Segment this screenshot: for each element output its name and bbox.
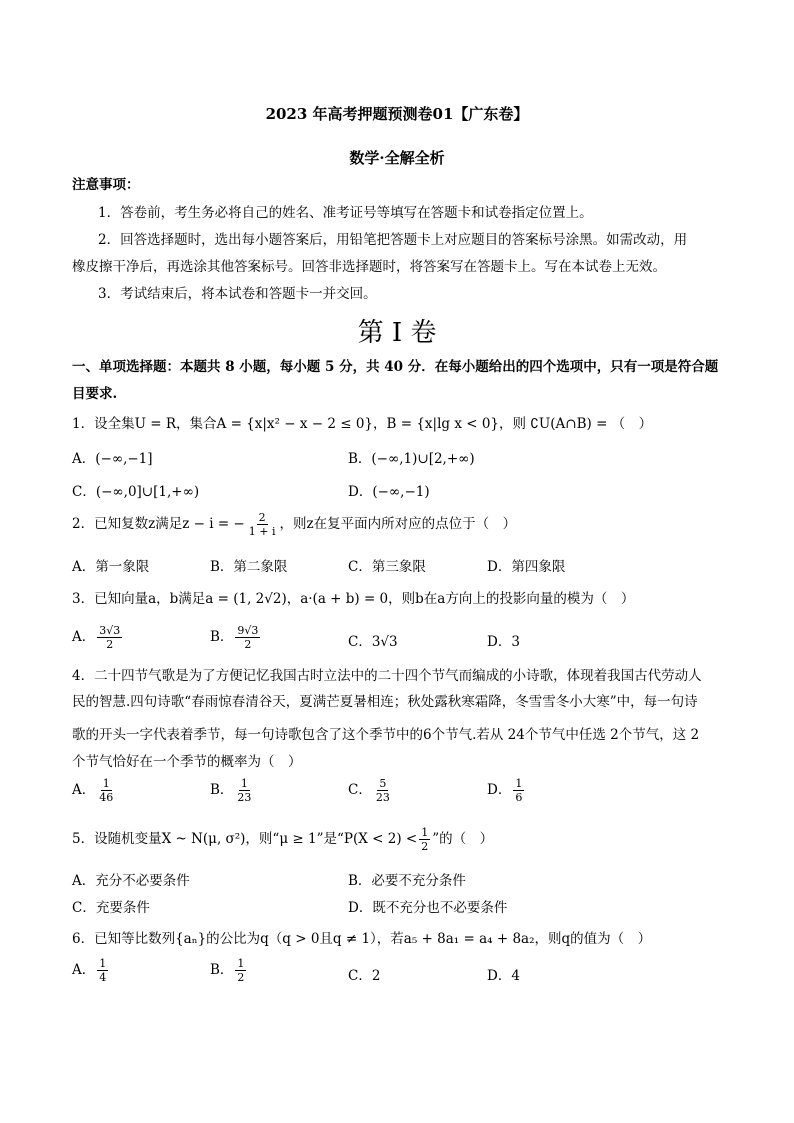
question-5-option-c: C．充要条件 bbox=[72, 900, 150, 916]
question-4-line: 民的智慧.四句诗歌“春雨惊春清谷天，夏满芒夏暑相连；秋处露秋寒霜降，冬雪雪冬小大寒”中，每一句诗 bbox=[72, 694, 698, 710]
option-label: A． bbox=[72, 629, 96, 645]
option-value: 3√3 bbox=[371, 634, 398, 650]
document-subtitle: 数学·全解全析 bbox=[349, 149, 445, 167]
option-fraction bbox=[235, 624, 260, 651]
question-2-stem-post: ，则z在复平面内所对应的点位于（ ） bbox=[279, 516, 517, 532]
option-label: A． bbox=[72, 962, 96, 978]
question-6-option-b bbox=[210, 957, 248, 984]
question-2-stem bbox=[72, 511, 516, 538]
question-6-option-a bbox=[72, 957, 110, 984]
fraction-numerator: 1 bbox=[240, 777, 248, 790]
notice-item: 橡皮擦干净后，再选涂其他答案标号。回答非选择题时，将答案写在答题卡上。写在本试卷上无效。 bbox=[72, 259, 666, 275]
question-5-fraction bbox=[419, 826, 430, 853]
question-5-option-a: A．充分不必要条件 bbox=[72, 873, 190, 889]
question-3-stem: 3．已知向量a，b满足a = (1, 2√2)，a·(a + b) = 0，则b在a方向上的投影向量的模为（ ） bbox=[72, 591, 635, 607]
document-title: 2023 年高考押题预测卷01【广东卷】 bbox=[265, 105, 529, 123]
notice-item: 1．答卷前，考生务必将自己的姓名、准考证号等填写在答题卡和试卷指定位置上。 bbox=[98, 205, 593, 221]
fraction-denominator: 4 bbox=[99, 971, 107, 984]
question-3-option-c bbox=[348, 630, 398, 650]
notice-heading: 注意事项： bbox=[72, 177, 140, 193]
question-3-option-b bbox=[210, 624, 262, 651]
option-label: D． bbox=[487, 634, 512, 650]
question-5-option-d: D．既不充分也不必要条件 bbox=[348, 900, 508, 916]
fraction-numerator: 1 bbox=[515, 777, 523, 790]
option-label: C． bbox=[348, 634, 372, 650]
notice-item: 3．考试结束后，将本试卷和答题卡一并交回。 bbox=[98, 286, 377, 302]
option-value: 3 bbox=[511, 634, 520, 650]
fraction-numerator: 1 bbox=[102, 777, 110, 790]
question-4-line: 4．二十四节气歌是为了方便记忆我国古时立法中的二十四个节气而编成的小诗歌，体现着我国古代劳动人 bbox=[72, 668, 702, 684]
option-label: B． bbox=[210, 962, 234, 978]
notice-item: 2．回答选择题时，选出每小题答案后，用铅笔把答题卡上对应题目的答案标号涂黑。如需改动，用 bbox=[98, 232, 688, 248]
option-fraction bbox=[235, 777, 253, 804]
question-4-option-b bbox=[210, 777, 255, 804]
question-1-stem: 1．设全集U = R，集合A = {x|x² − x − 2 ≤ 0}，B = {x|lg x < 0}，则 ∁U(A∩B) = （ ） bbox=[72, 416, 653, 432]
fraction-denominator: 2 bbox=[237, 971, 245, 984]
option-value: 2 bbox=[371, 968, 381, 984]
option-fraction bbox=[235, 957, 246, 984]
question-2-option-b: B．第二象限 bbox=[210, 559, 288, 575]
option-fraction bbox=[513, 777, 524, 804]
option-label: B． bbox=[210, 629, 234, 645]
question-2-stem-pre: 2．已知复数z满足z − i = − bbox=[72, 516, 245, 532]
fraction-numerator: 1 bbox=[99, 957, 107, 970]
option-fraction bbox=[97, 777, 115, 804]
option-label: D． bbox=[487, 968, 512, 984]
fraction-denominator: 23 bbox=[375, 791, 390, 804]
question-6-stem: 6．已知等比数列{aₙ}的公比为q（q > 0且q ≠ 1），若a₅ + 8a₁ = a₄ + 8a₂，则q的值为（ ） bbox=[72, 931, 652, 947]
question-4-option-c bbox=[348, 777, 394, 804]
question-1-option-a: A．(−∞,−1] bbox=[72, 451, 153, 467]
fraction-numerator: 3√3 bbox=[99, 624, 121, 637]
option-fraction bbox=[374, 777, 392, 804]
fraction-denominator: 2 bbox=[244, 638, 252, 651]
option-label: B． bbox=[210, 782, 234, 798]
question-3-option-a bbox=[72, 624, 124, 651]
question-4-option-d bbox=[487, 777, 526, 804]
question-3-option-d bbox=[487, 630, 520, 650]
fraction-numerator: 5 bbox=[379, 777, 387, 790]
question-1-option-c: C．(−∞,0]∪[1,+∞) bbox=[72, 484, 200, 500]
option-value: 4 bbox=[511, 968, 520, 984]
section-instructions-cont: 目要求. bbox=[72, 386, 118, 402]
question-5-stem-pre: 5．设随机变量X ~ N(μ, σ²)，则“μ ≥ 1”是“P(X < 2) < bbox=[72, 831, 418, 847]
fraction-denominator: 2 bbox=[106, 638, 114, 651]
option-fraction bbox=[97, 624, 122, 651]
question-4-line: 个节气恰好在一个季节的概率为（ ） bbox=[72, 754, 302, 770]
question-2-option-a: A．第一象限 bbox=[72, 559, 150, 575]
option-label: D． bbox=[487, 782, 512, 798]
fraction-denominator: 23 bbox=[237, 791, 252, 804]
option-label: A． bbox=[72, 782, 96, 798]
question-6-option-c bbox=[348, 964, 380, 984]
fraction-numerator: 9√3 bbox=[237, 624, 259, 637]
question-5-stem-post: ”的（ ） bbox=[432, 831, 494, 847]
fraction-denominator: 46 bbox=[99, 791, 114, 804]
question-2-option-d: D．第四象限 bbox=[487, 559, 566, 575]
fraction-numerator: 1 bbox=[421, 826, 429, 839]
fraction-denominator: 1 + i bbox=[248, 525, 276, 538]
question-4-option-a bbox=[72, 777, 117, 804]
option-label: C． bbox=[348, 782, 372, 798]
question-5-option-b: B．必要不充分条件 bbox=[348, 873, 466, 889]
fraction-numerator: 2 bbox=[258, 511, 266, 524]
question-6-option-d bbox=[487, 964, 520, 984]
option-label: C． bbox=[348, 968, 372, 984]
question-2-fraction bbox=[247, 511, 278, 538]
fraction-denominator: 6 bbox=[515, 791, 523, 804]
volume-heading: 第 I 卷 bbox=[357, 318, 437, 348]
question-1-option-b: B．(−∞,1)∪[2,+∞) bbox=[348, 451, 475, 467]
section-instructions: 一、单项选择题：本题共 8 小题，每小题 5 分，共 40 分．在每小题给出的四个选项中，只有一项是符合题 bbox=[72, 359, 719, 375]
fraction-denominator: 2 bbox=[421, 840, 429, 853]
question-4-line: 歌的开头一字代表着季节，每一句诗歌包含了这个季节中的6个节气.若从 24个节气中任选 2个节气，这 2 bbox=[72, 727, 700, 743]
fraction-numerator: 1 bbox=[237, 957, 245, 970]
question-5-stem bbox=[72, 826, 493, 853]
question-2-option-c: C．第三象限 bbox=[348, 559, 426, 575]
option-fraction bbox=[97, 957, 108, 984]
question-1-option-d: D．(−∞,−1) bbox=[348, 484, 430, 500]
